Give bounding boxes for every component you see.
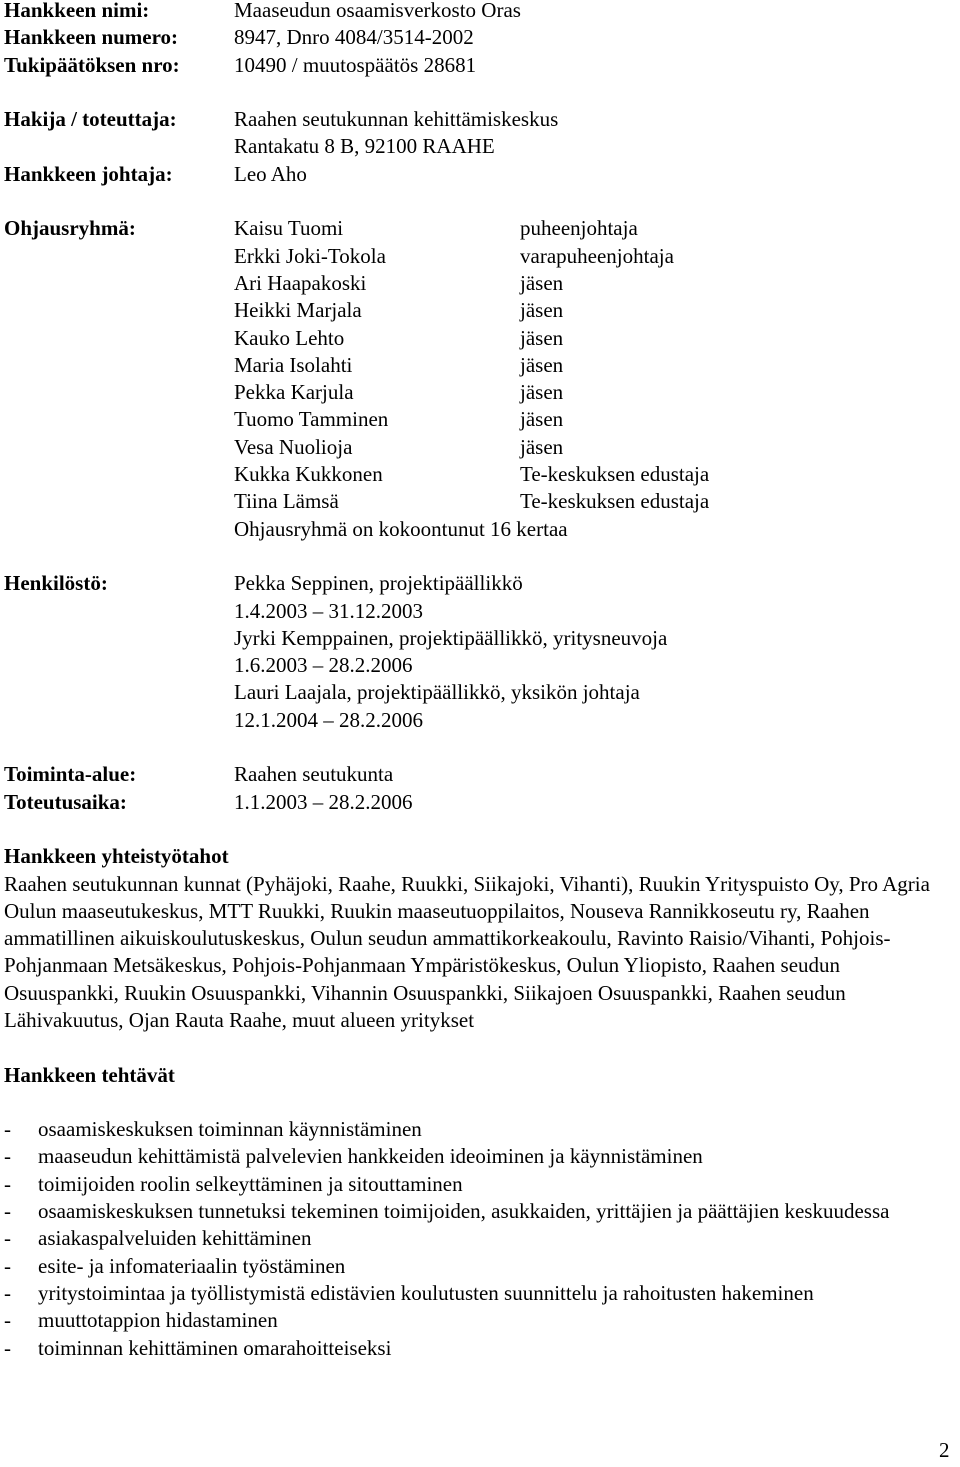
steering-member-row — [4, 406, 954, 433]
staff-line: Lauri Laajala, projektipäällikkö, yksikön johtaja — [234, 680, 640, 705]
list-item-text: esite- ja infomateriaalin työstäminen — [38, 1253, 346, 1278]
task-list — [4, 1116, 954, 1362]
steering-label: Ohjausryhmä: — [4, 216, 136, 241]
steering-member-row — [4, 297, 954, 324]
list-dash: - — [4, 1144, 11, 1169]
list-item-text: maaseudun kehittämistä palvelevien hankkeiden ideoiminen ja käynnistäminen — [38, 1144, 703, 1169]
area-row — [4, 761, 954, 788]
staff-line: 1.6.2003 – 28.2.2006 — [234, 653, 413, 678]
staff-line: 1.4.2003 – 31.12.2003 — [234, 598, 423, 623]
period-label: Toteutusaika: — [4, 789, 127, 814]
member-role: jäsen — [520, 352, 564, 377]
list-dash: - — [4, 1253, 11, 1278]
member-role: jäsen — [520, 298, 564, 323]
list-item-text: toimijoiden roolin selkeyttäminen ja sitouttaminen — [38, 1171, 463, 1196]
steering-member-row — [4, 270, 954, 297]
list-dash: - — [4, 1199, 11, 1224]
member-role: jäsen — [520, 407, 564, 432]
steering-member-row — [4, 434, 954, 461]
project-name-row — [4, 0, 954, 24]
project-number-row — [4, 24, 954, 51]
applicant-row — [4, 106, 954, 133]
list-dash: - — [4, 1117, 11, 1142]
decision-number-value: 10490 / muutospäätös 28681 — [234, 52, 477, 77]
period-row — [4, 789, 954, 816]
area-value: Raahen seutukunta — [234, 762, 394, 787]
list-item-text: osaamiskeskuksen toiminnan käynnistäminen — [38, 1117, 422, 1142]
list-item — [4, 1171, 954, 1198]
member-role: Te-keskuksen edustaja — [520, 462, 710, 487]
leader-row — [4, 161, 954, 188]
list-dash: - — [4, 1308, 11, 1333]
member-name: Tuomo Tamminen — [234, 407, 389, 432]
applicant-label: Hakija / toteuttaja: — [4, 107, 177, 132]
project-number-label: Hankkeen numero: — [4, 25, 179, 50]
decision-number-label: Tukipäätöksen nro: — [4, 52, 180, 77]
project-name-label: Hankkeen nimi: — [4, 0, 150, 22]
steering-member-row — [4, 461, 954, 488]
steering-member-row — [4, 215, 954, 242]
partners-heading: Hankkeen yhteistyötahot — [4, 844, 229, 869]
member-name: Kukka Kukkonen — [234, 462, 383, 487]
member-role: puheenjohtaja — [520, 216, 638, 241]
steering-member-row — [4, 379, 954, 406]
list-dash: - — [4, 1335, 11, 1360]
list-dash: - — [4, 1226, 11, 1251]
list-item — [4, 1116, 954, 1143]
partners-text: Raahen seutukunnan kunnat (Pyhäjoki, Raahe, Ruukki, Siikajoki, Vihanti), Ruukin Yrityspuisto Oy, Pro Agria Oulun maaseutukeskus, MTT Ruukki, Ruukin maaseutuoppilaitos, Nouseva Rannikkoseutu ry, Raahen ammatillinen aikuiskoulutuskeskus, Oulun seudun ammattikorkeakoulu, Ravinto Raisio/Vihanti, Pohjois-Pohjanmaan Metsäkeskus, Pohjois-Pohjanmaan Ympäristökeskus, Oulun Yliopisto, Raahen seudun Osuuspankki, Ruukin Osuuspankki, Vihannin Osuuspankki, Siikajoen Osuuspankki, Raahen seudun Lähivakuutus, Ojan Rauta Raahe, muut alueen yritykset — [4, 871, 930, 1032]
member-name: Vesa Nuolioja — [234, 434, 353, 459]
staff-line: Pekka Seppinen, projektipäällikkö — [234, 571, 523, 596]
page-number: 2 — [939, 1438, 950, 1462]
leader-value: Leo Aho — [234, 161, 307, 186]
list-item — [4, 1143, 954, 1170]
member-role: jäsen — [520, 325, 564, 350]
member-name: Heikki Marjala — [234, 298, 362, 323]
member-role: jäsen — [520, 380, 564, 405]
list-item-text: asiakaspalveluiden kehittäminen — [38, 1226, 312, 1251]
list-dash: - — [4, 1280, 11, 1305]
member-name: Erkki Joki-Tokola — [234, 243, 386, 268]
period-value: 1.1.2003 – 28.2.2006 — [234, 789, 413, 814]
list-item-text: yritystoimintaa ja työllistymistä edistävien koulutusten suunnittelu ja rahoitusten hakeminen — [38, 1280, 814, 1305]
steering-member-row — [4, 325, 954, 352]
project-name-value: Maaseudun osaamisverkosto Oras — [234, 0, 521, 22]
staff-label: Henkilöstö: — [4, 571, 108, 596]
staff-line: 12.1.2004 – 28.2.2006 — [234, 707, 423, 732]
steering-member-row — [4, 352, 954, 379]
steering-member-row — [4, 243, 954, 270]
steering-member-row — [4, 488, 954, 515]
steering-note: Ohjausryhmä on kokoontunut 16 kertaa — [234, 516, 568, 541]
applicant-address: Rantakatu 8 B, 92100 RAAHE — [234, 134, 495, 159]
member-name: Tiina Lämsä — [234, 489, 339, 514]
list-item — [4, 1225, 954, 1252]
list-item — [4, 1280, 954, 1307]
list-item — [4, 1307, 954, 1334]
list-item — [4, 1198, 954, 1225]
member-name: Ari Haapakoski — [234, 270, 367, 295]
staff-row — [4, 570, 954, 597]
member-role: Te-keskuksen edustaja — [520, 489, 710, 514]
member-name: Pekka Karjula — [234, 380, 354, 405]
decision-number-row — [4, 52, 954, 79]
member-role: jäsen — [520, 270, 564, 295]
list-dash: - — [4, 1171, 11, 1196]
list-item-text: osaamiskeskuksen tunnetuksi tekeminen toimijoiden, asukkaiden, yrittäjien ja päättäjien keskuudessa — [38, 1199, 890, 1224]
list-item-text: toiminnan kehittäminen omarahoitteiseksi — [38, 1335, 392, 1360]
area-label: Toiminta-alue: — [4, 762, 137, 787]
list-item — [4, 1335, 954, 1362]
tasks-heading: Hankkeen tehtävät — [4, 1062, 175, 1087]
document-page — [4, 0, 954, 1362]
project-number-value: 8947, Dnro 4084/3514-2002 — [234, 25, 474, 50]
list-item-text: muuttotappion hidastaminen — [38, 1308, 278, 1333]
list-item — [4, 1253, 954, 1280]
applicant-name: Raahen seutukunnan kehittämiskeskus — [234, 107, 559, 132]
member-role: varapuheenjohtaja — [520, 243, 674, 268]
member-role: jäsen — [520, 434, 564, 459]
leader-label: Hankkeen johtaja: — [4, 161, 173, 186]
staff-line: Jyrki Kemppainen, projektipäällikkö, yritysneuvoja — [234, 625, 668, 650]
member-name: Kaisu Tuomi — [234, 216, 344, 241]
member-name: Kauko Lehto — [234, 325, 345, 350]
member-name: Maria Isolahti — [234, 352, 353, 377]
